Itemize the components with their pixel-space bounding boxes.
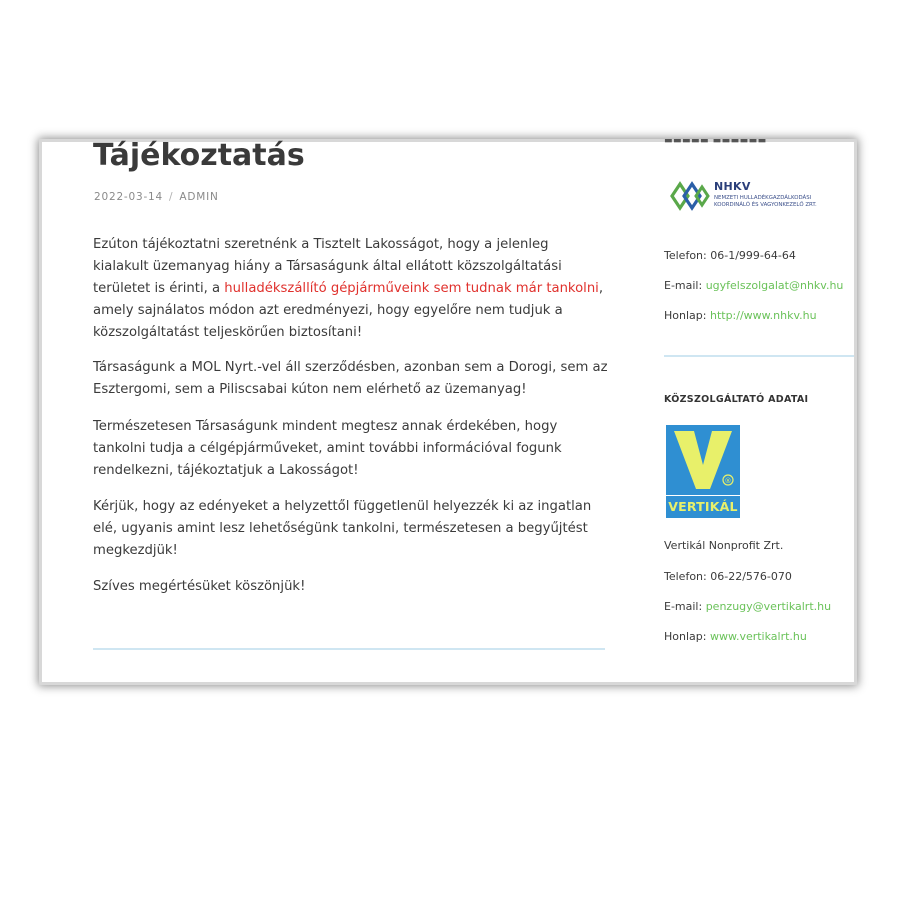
- article-paragraph-3: Természetesen Társaságunk mindent megtesz annak érdekében, hogy tankolni tudja a célgépjárműveket, amint további információval fogunk rendelkezni, tájékoztatjuk a Lakosságot!: [93, 419, 562, 478]
- nhkv-website-link[interactable]: http://www.nhkv.hu: [709, 309, 817, 322]
- sidebar-cut-heading: ▬▬▬▬▬ ▬▬▬▬▬▬: [664, 136, 767, 146]
- provider-phone-label: Telefon:: [664, 570, 707, 583]
- article-divider: [93, 648, 605, 650]
- vertikal-logo[interactable]: [666, 425, 740, 520]
- paragraph-1-end: , amely sajnálatos módon azt eredményezi, hogy egyelőre nem tudjuk a közszolgáltatást teljeskörűen biztosítani!: [93, 281, 604, 340]
- provider-email-label: E-mail:: [664, 600, 703, 613]
- page-card: [42, 136, 854, 682]
- provider-website: [664, 630, 807, 643]
- paragraph-1-start: Ezúton tájékoztatni szeretnénk a Tisztelt Lakosságot, hogy a jelenleg kialakult üzemanyag hiány a Társaságunk által ellátott közszolgáltatási területet is érinti, a: [93, 237, 562, 296]
- article-paragraph-5: Szíves megértésüket köszönjük!: [93, 579, 306, 594]
- nhkv-website: [664, 309, 817, 322]
- article-title: Tájékoztatás: [93, 138, 305, 173]
- provider-phone: [664, 570, 792, 583]
- nhkv-email-link[interactable]: ugyfelszolgalat@nhkv.hu: [705, 279, 844, 292]
- article-meta: [94, 191, 219, 203]
- vertikal-logo-icon: [666, 425, 740, 495]
- article-date: 2022-03-14: [94, 191, 164, 203]
- nhkv-email: [664, 279, 843, 292]
- nhkv-logo[interactable]: [670, 172, 840, 220]
- nhkv-phone-value: 06-1/999-64-64: [710, 249, 796, 262]
- meta-separator: /: [169, 191, 174, 203]
- paragraph-1-highlight: hulladékszállító gépjárműveink sem tudnak már tankolni: [224, 281, 599, 296]
- sidebar-divider: [664, 355, 854, 357]
- provider-email: [664, 600, 831, 613]
- nhkv-website-label: Honlap:: [664, 309, 707, 322]
- nhkv-phone-label: Telefon:: [664, 249, 707, 262]
- nhkv-logo-icon: [670, 176, 710, 216]
- nhkv-email-label: E-mail:: [664, 279, 703, 292]
- vertikal-logo-word: VERTIKÁL: [666, 496, 740, 518]
- article-paragraph-4: Kérjük, hogy az edényeket a helyzettől függetlenül helyezzék ki az ingatlan elé, ugyanis amint lesz lehetőségünk tankolni, természetesen a begyűjtést megkezdjük!: [93, 499, 592, 558]
- nhkv-logo-name: NHKV: [714, 180, 751, 193]
- provider-website-label: Honlap:: [664, 630, 707, 643]
- provider-website-link[interactable]: www.vertikalrt.hu: [709, 630, 807, 643]
- nhkv-logo-subtitle: NEMZETI HULLADÉKGAZDÁLKODÁSI KOORDINÁLÓ ÉS VAGYONKEZELŐ ZRT.: [714, 195, 817, 208]
- provider-company: Vertikál Nonprofit Zrt.: [664, 539, 784, 552]
- nhkv-phone: [664, 249, 796, 262]
- article-paragraph-1: [93, 234, 608, 344]
- provider-heading: KÖZSZOLGÁLTATÓ ADATAI: [664, 394, 809, 405]
- provider-phone-value: 06-22/576-070: [710, 570, 792, 583]
- vertikal-registered-mark: ®: [724, 477, 732, 485]
- article-paragraph-2: Társaságunk a MOL Nyrt.-vel áll szerződésben, azonban sem a Dorogi, sem az Esztergomi, sem a Piliscsabai kúton nem elérhető az üzemanyag!: [93, 360, 608, 397]
- article-author-link[interactable]: ADMIN: [179, 191, 219, 203]
- provider-email-link[interactable]: penzugy@vertikalrt.hu: [705, 600, 832, 613]
